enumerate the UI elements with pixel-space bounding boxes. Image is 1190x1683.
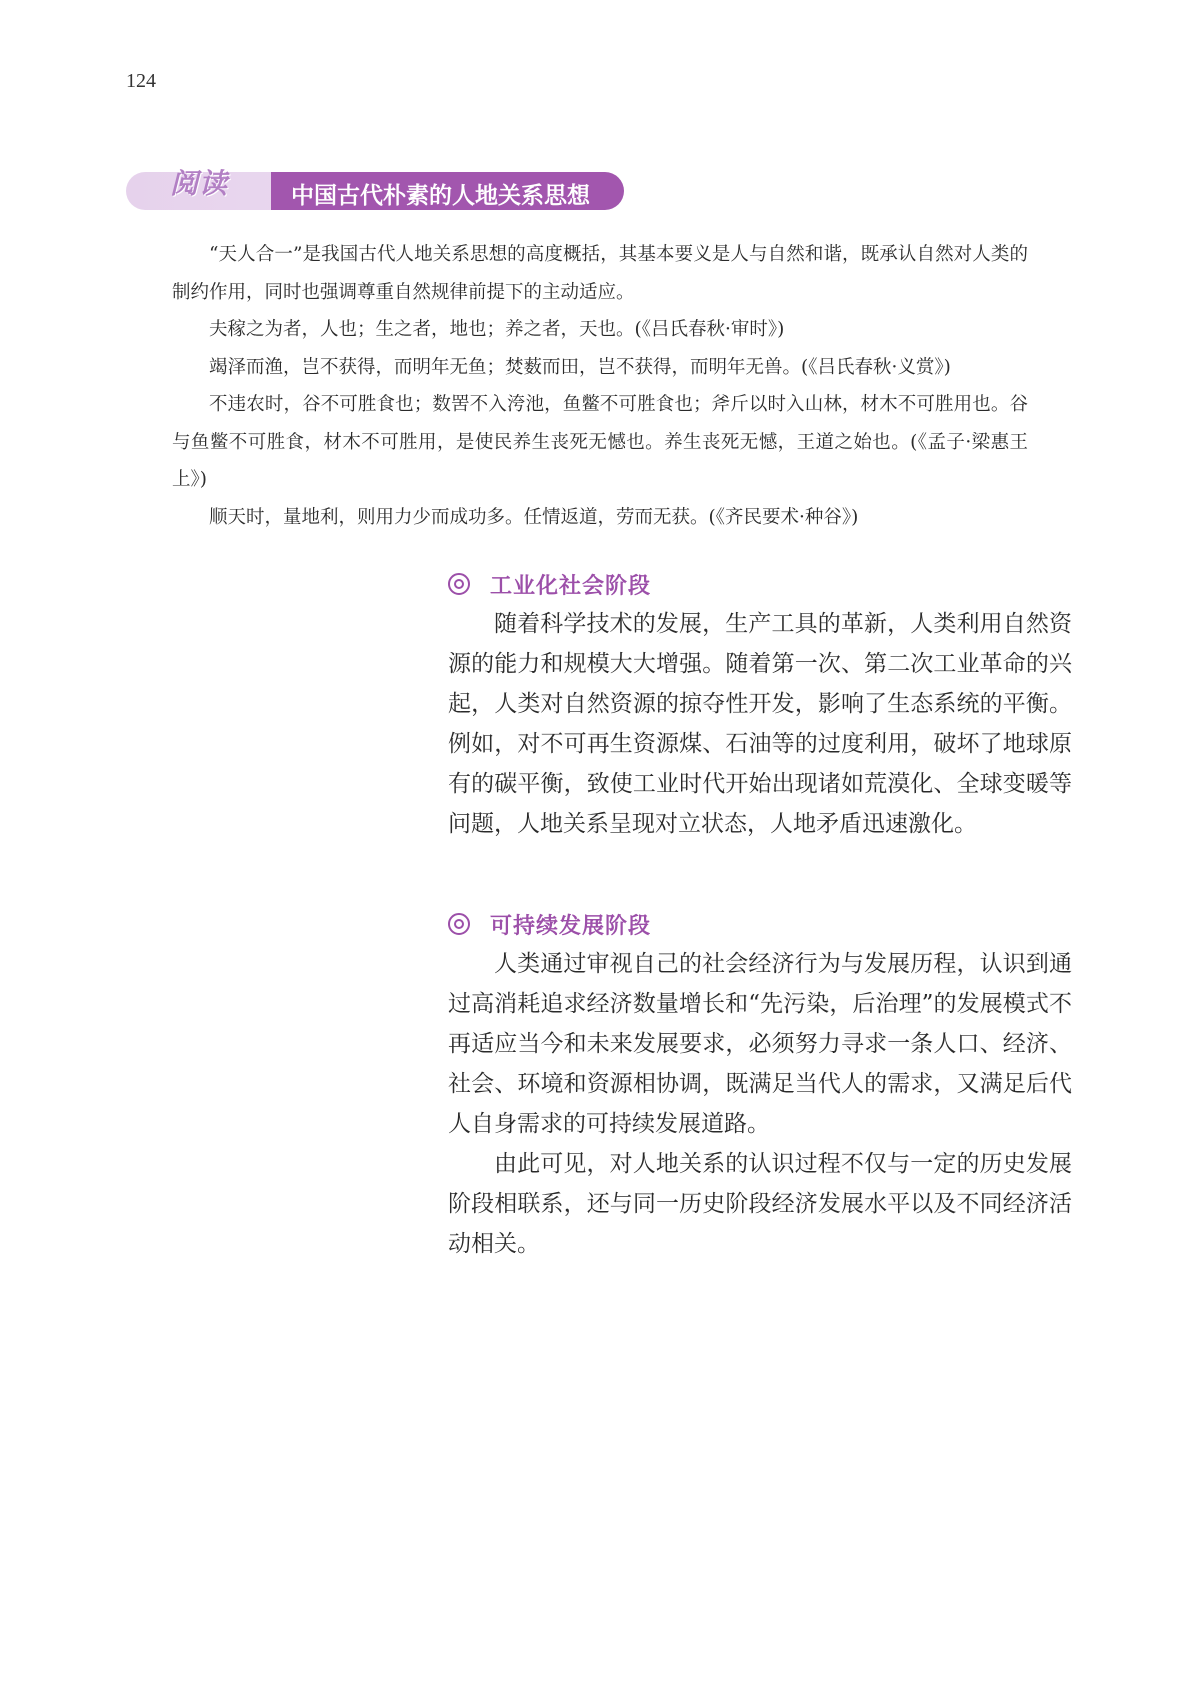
section-heading: [448, 564, 1072, 604]
reading-paragraph: “天人合一”是我国古代人地关系思想的高度概括，其基本要义是人与自然和谐，既承认自然对人类的制约作用，同时也强调尊重自然规律前提下的主动适应。: [172, 244, 1028, 303]
section-paragraph: 随着科学技术的发展，生产工具的革新，人类利用自然资源的能力和规模大大增强。随着第一次、第二次工业革命的兴起，人类对自然资源的掠夺性开发，影响了生态系统的平衡。例如，对不可再生资源煤、石油等的过度利用，破坏了地球原有的碳平衡，致使工业时代开始出现诸如荒漠化、全球变暖等问题，人地关系呈现对立状态，人地矛盾迅速激化。: [448, 611, 1072, 837]
reading-quote: 夫稼之为者，人也；生之者，地也；养之者，天也。(《吕氏春秋·审时》): [209, 319, 785, 340]
reading-quote: 顺天时，量地利，则用力少而成功多。任情返道，劳而无获。(《齐民要术·种谷》): [209, 506, 859, 528]
section-title: 工业化社会阶段: [490, 573, 652, 599]
section-heading: [448, 904, 1072, 944]
reading-quote: 不违农时，谷不可胜食也；数罟不入洿池，鱼鳖不可胜食也；斧斤以时入山林，材木不可胜用也。谷与鱼鳖不可胜食，材木不可胜用，是使民养生丧死无憾也。养生丧死无憾，王道之始也。(《孟子·梁惠王上》): [172, 394, 1028, 490]
reading-title: 中国古代朴素的人地关系思想: [291, 183, 590, 209]
section-paragraph: 由此可见，对人地关系的认识过程不仅与一定的历史发展阶段相联系，还与同一历史阶段经济发展水平以及不同经济活动相关。: [448, 1151, 1072, 1257]
section-body: [448, 944, 1072, 1264]
reading-title-box: [271, 172, 624, 210]
reading-quote: 竭泽而渔，岂不获得，而明年无鱼；焚薮而田，岂不获得，而明年无兽。(《吕氏春秋·义赏》): [209, 356, 951, 378]
reading-banner: [126, 167, 624, 210]
reading-label: 阅读: [170, 167, 229, 200]
section-sustainable: [448, 904, 1072, 1264]
section-paragraph: 人类通过审视自己的社会经济行为与发展历程，认识到通过高消耗追求经济数量增长和“先污染，后治理”的发展模式不再适应当今和未来发展要求，必须努力寻求一条人口、经济、社会、环境和资源相协调，既满足当代人的需求，又满足后代人自身需求的可持续发展道路。: [448, 951, 1072, 1137]
double-circle-icon: [448, 913, 470, 935]
reading-body: [172, 236, 1028, 536]
page-number: 124: [126, 70, 156, 92]
section-body: [448, 604, 1072, 844]
section-industrial: [448, 564, 1072, 844]
double-circle-icon: [448, 573, 470, 595]
section-title: 可持续发展阶段: [490, 913, 652, 939]
